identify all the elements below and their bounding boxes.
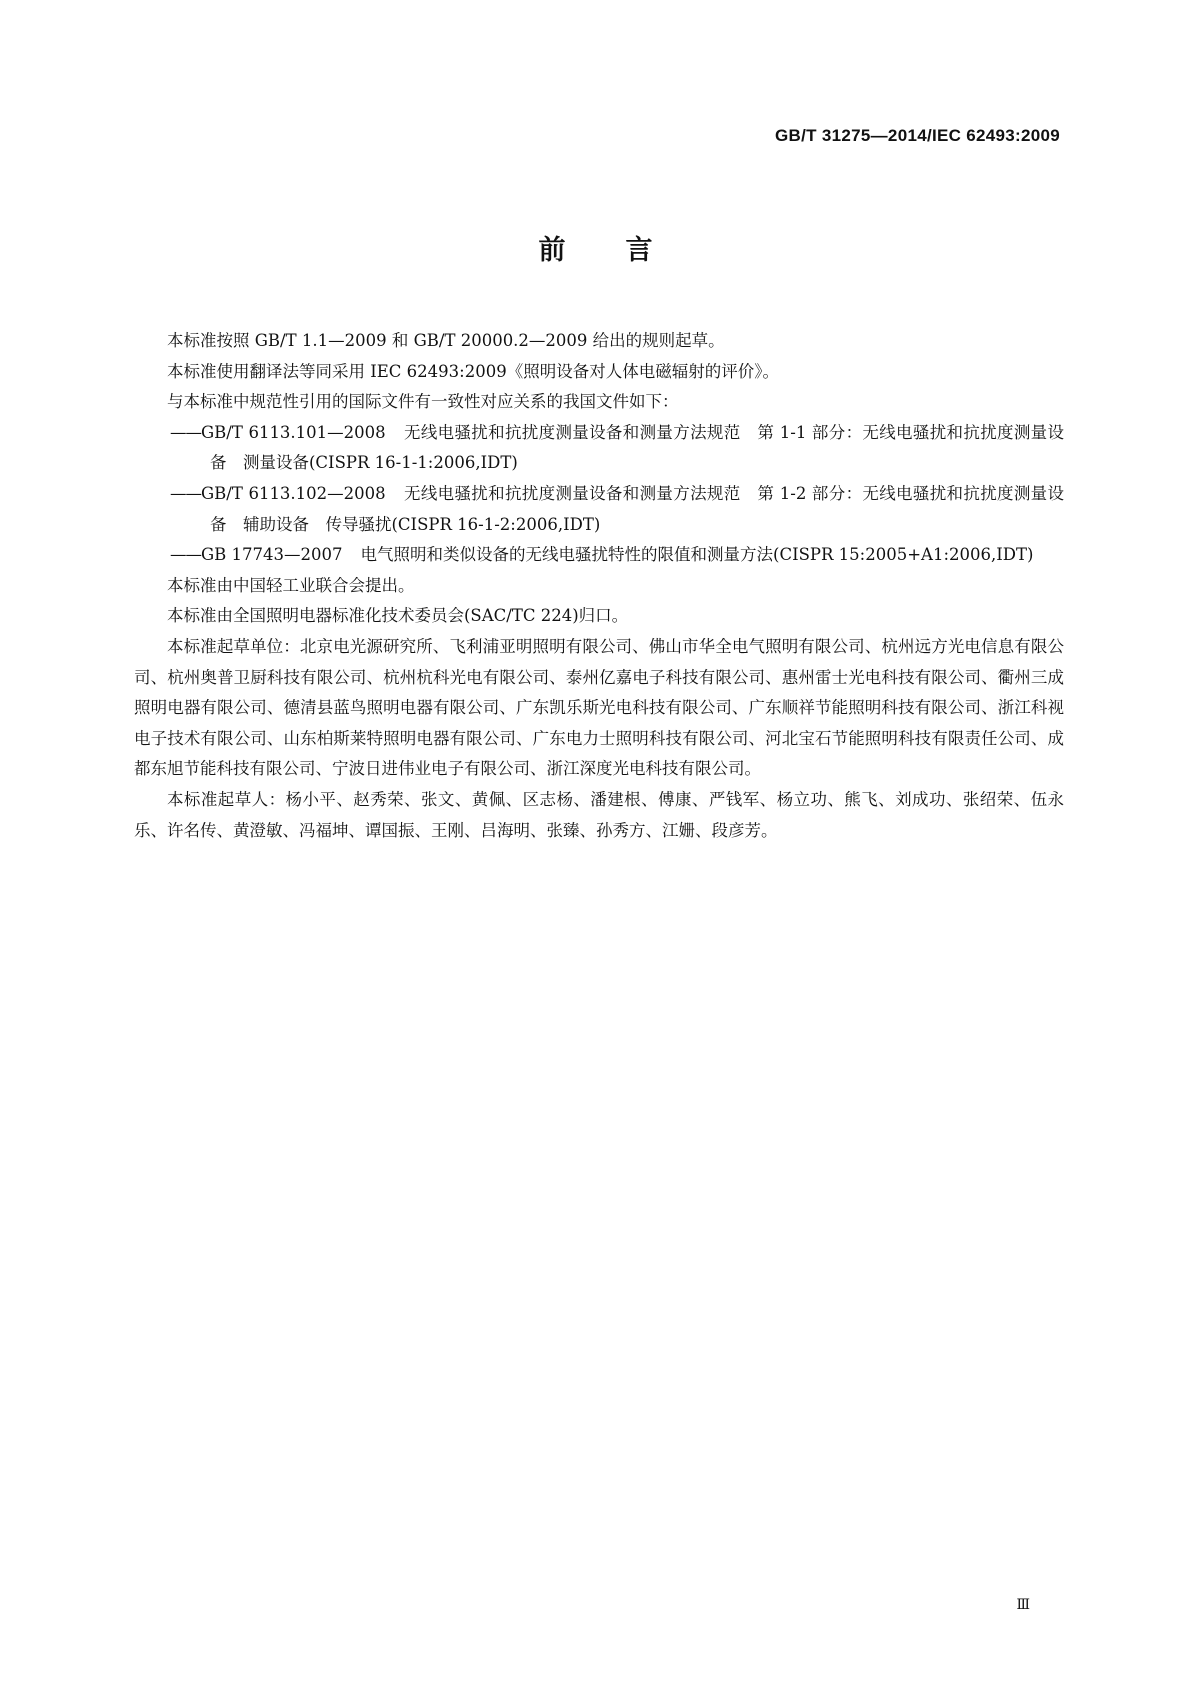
paragraph-drafting-units: 本标准起草单位：北京电光源研究所、飞利浦亚明照明有限公司、佛山市华全电气照明有限公司、杭州远方光电信息有限公司、杭州奥普卫厨科技有限公司、杭州杭科光电有限公司、泰州亿嘉电子科技有限公司、惠州雷士光电科技有限公司、衢州三成照明电器有限公司、德清县蓝鸟照明电器有限公司、广东凯乐斯光电科技有限公司、广东顺祥节能照明科技有限公司、浙江科视电子技术有限公司、山东柏斯莱特照明电器有限公司、广东电力士照明科技有限公司、河北宝石节能照明科技有限责任公司、成都东旭节能科技有限公司、宁波日进伟业电子有限公司、浙江深度光电科技有限公司。	[134, 636, 1064, 779]
paragraph-drafters: 本标准起草人：杨小平、赵秀荣、张文、黄佩、区志杨、潘建根、傅康、严钱军、杨立功、熊飞、刘成功、张绍荣、伍永乐、许名传、黄澄敏、冯福坤、谭国振、王刚、吕海明、张臻、孙秀方、江姗、段彦芳。	[134, 789, 1064, 840]
paragraph-proposer: 本标准由中国轻工业联合会提出。	[167, 575, 415, 595]
paragraph-references-intro: 与本标准中规范性引用的国际文件有一致性对应关系的我国文件如下：	[167, 392, 679, 412]
page-title	[0, 228, 1191, 267]
page-number: Ⅲ	[1016, 1597, 1030, 1613]
list-dash: ——	[170, 483, 201, 503]
reference-title: 无线电骚扰和抗扰度测量设备和测量方法规范 第 1-1 部分：无线电骚扰和抗扰度测量设备 测量设备(CISPR 16-1-1:2006,IDT)	[210, 422, 1064, 473]
page-title-char-1: 前	[538, 235, 566, 266]
reference-code: GB/T 6113.102—2008	[201, 483, 386, 503]
reference-item	[134, 418, 1064, 479]
body-text	[134, 326, 1064, 846]
reference-code: GB 17743—2007	[201, 545, 343, 565]
reference-item	[134, 479, 1064, 540]
reference-title: 无线电骚扰和抗扰度测量设备和测量方法规范 第 1-2 部分：无线电骚扰和抗扰度测量设备 辅助设备 传导骚扰(CISPR 16-1-2:2006,IDT)	[210, 483, 1064, 534]
paragraph-committee: 本标准由全国照明电器标准化技术委员会(SAC/TC 224)归口。	[167, 606, 629, 626]
page-title-char-2: 言	[625, 235, 653, 266]
reference-title: 电气照明和类似设备的无线电骚扰特性的限值和测量方法(CISPR 15:2005+A1:2006,IDT)	[360, 545, 1034, 565]
reference-code: GB/T 6113.101—2008	[201, 422, 386, 442]
paragraph-drafting-rules: 本标准按照 GB/T 1.1—2009 和 GB/T 20000.2—2009 给出的规则起草。	[167, 331, 725, 350]
paragraph-adoption: 本标准使用翻译法等同采用 IEC 62493:2009《照明设备对人体电磁辐射的评价》。	[167, 361, 779, 381]
standard-number: GB/T 31275—2014/IEC 62493:2009	[775, 126, 1060, 145]
reference-item	[134, 540, 1064, 571]
list-dash: ——	[170, 422, 201, 442]
list-dash: ——	[170, 545, 201, 565]
